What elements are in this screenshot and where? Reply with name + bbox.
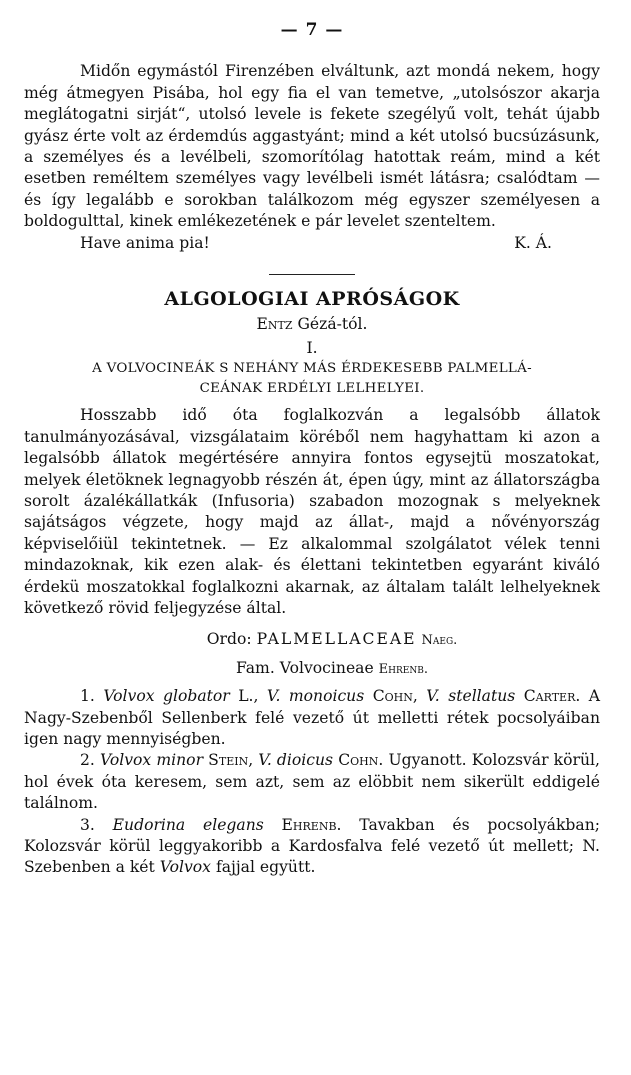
closing-text: Have anima pia! — [80, 233, 210, 252]
subtitle-line-2: CEÁNAK ERDÉLYI LELHELYEI. — [199, 381, 425, 397]
ordo-label: Ordo: — [206, 630, 252, 649]
article-title: ALGOLOGIAI APRÓSÁGOK — [164, 288, 460, 311]
species-name: V. monoicus — [266, 687, 365, 706]
section-subtitle — [24, 359, 600, 399]
subtitle-line-1: A VOLVOCINEÁK S NEHÁNY MÁS ÉRDEKESEBB PALMELLÁ- — [92, 361, 532, 377]
species-author: L., — [238, 687, 259, 706]
ordo-name: PALMELLACEAE — [256, 630, 417, 649]
species-entry-1 — [24, 686, 600, 750]
species-entry-3 — [24, 815, 600, 879]
fam-name: Volvocineae — [279, 658, 374, 677]
entry-text: Ugyanott. Kolozsvár körül, hol évek óta keresem, sem azt, sem az elöbbit nem sikerült eddigelé találnom. — [24, 751, 600, 813]
species-entry-2 — [24, 750, 600, 814]
intro-paragraph: Midőn egymástól Firenzében elváltunk, azt mondá nekem, hogy még átmegyen Pisába, hol egy fia el van temetve, „utolsószor akarja meglátogatni sirját“, utolsó levele is fekete szegélyű volt, tehát újabb gyász érte volt az érdemdús aggastyánt; mind a két utolsó bucsúzásunk, a személyes és a levélbeli, szomorítólag hatottak reám, mind a két esetben reméltem személyes vagy levélbeli ismét látásra; csalódtam — és így legalább e sorokban találkozom még egyszer személyesen a boldogulttal, kinek emlékezetének e pár levelet szenteltem. — [24, 62, 600, 231]
species-name: Volvox — [159, 858, 211, 877]
entry-number: 3. — [80, 815, 95, 834]
page-number: — 7 — — [280, 20, 344, 40]
entry-text: fajjal együtt. — [215, 858, 316, 877]
species-author: Cohn, — [372, 687, 418, 706]
ordo-heading — [24, 629, 600, 651]
species-author: Ehrenb. — [281, 815, 342, 834]
species-author: Cohn. — [338, 751, 384, 770]
ordo-author: Naeg. — [421, 633, 458, 649]
entry-text: Tavakban és pocsolyákban; Kolozsvár körül leggyakoribb a Kardosfalva felé vezető út mellett; N. Szebenben a két — [24, 815, 600, 877]
article-body: Hosszabb idő óta foglalkozván a legalsóbb állatok tanulmányozásával, vizsgálataim köréből nem hagyhattam ki azon a legalsóbb állatok megértésére annyira fontos egysejtü moszatokat, melyek életöknek legnagyobb részén át, épen úgy, mint az állatországba sorolt ázalékállatkák (Infusoria) szabadon mozognak s melyeknek sajátságos végzete, hogy majd az állat-, majd a nővényország képviselőiül tekintetnek. — Ez alkalommal szolgálatot vélek tenni mindazoknak, kik ezen alak- és élettani tekintetben egyaránt kiváló érdekü moszatokkal foglalkozni akarnak, az általam talált lelhelyeknek következő rövid feljegyzése által. — [24, 406, 600, 617]
document-page — [24, 20, 600, 879]
entry-number: 1. — [80, 687, 95, 706]
species-name: Eudorina elegans — [112, 815, 264, 834]
section-numeral: I. — [306, 338, 318, 357]
species-name: V. dioicus — [258, 751, 334, 770]
fam-label: Fam. — [236, 658, 275, 677]
article-author — [24, 314, 600, 335]
species-name: V. stellatus — [426, 687, 516, 706]
closing-line — [24, 233, 600, 254]
fam-author: Ehrenb. — [378, 661, 428, 677]
species-author: Carter. — [523, 687, 581, 706]
species-name: Volvox globator — [103, 687, 230, 706]
author-name: Entz — [256, 315, 293, 334]
entry-text: A Nagy-Szebenből Sellenberk felé vezető út melletti rétek pocsolyáiban igen nagy mennyiségben. — [24, 687, 601, 748]
signature: K. Á. — [514, 233, 552, 252]
species-author: Stein, — [208, 751, 254, 770]
species-name: Volvox minor — [100, 751, 204, 770]
family-heading — [24, 658, 600, 680]
author-rest: Gézá-tól. — [297, 315, 368, 334]
entry-number: 2. — [80, 751, 95, 770]
section-divider — [269, 274, 355, 275]
